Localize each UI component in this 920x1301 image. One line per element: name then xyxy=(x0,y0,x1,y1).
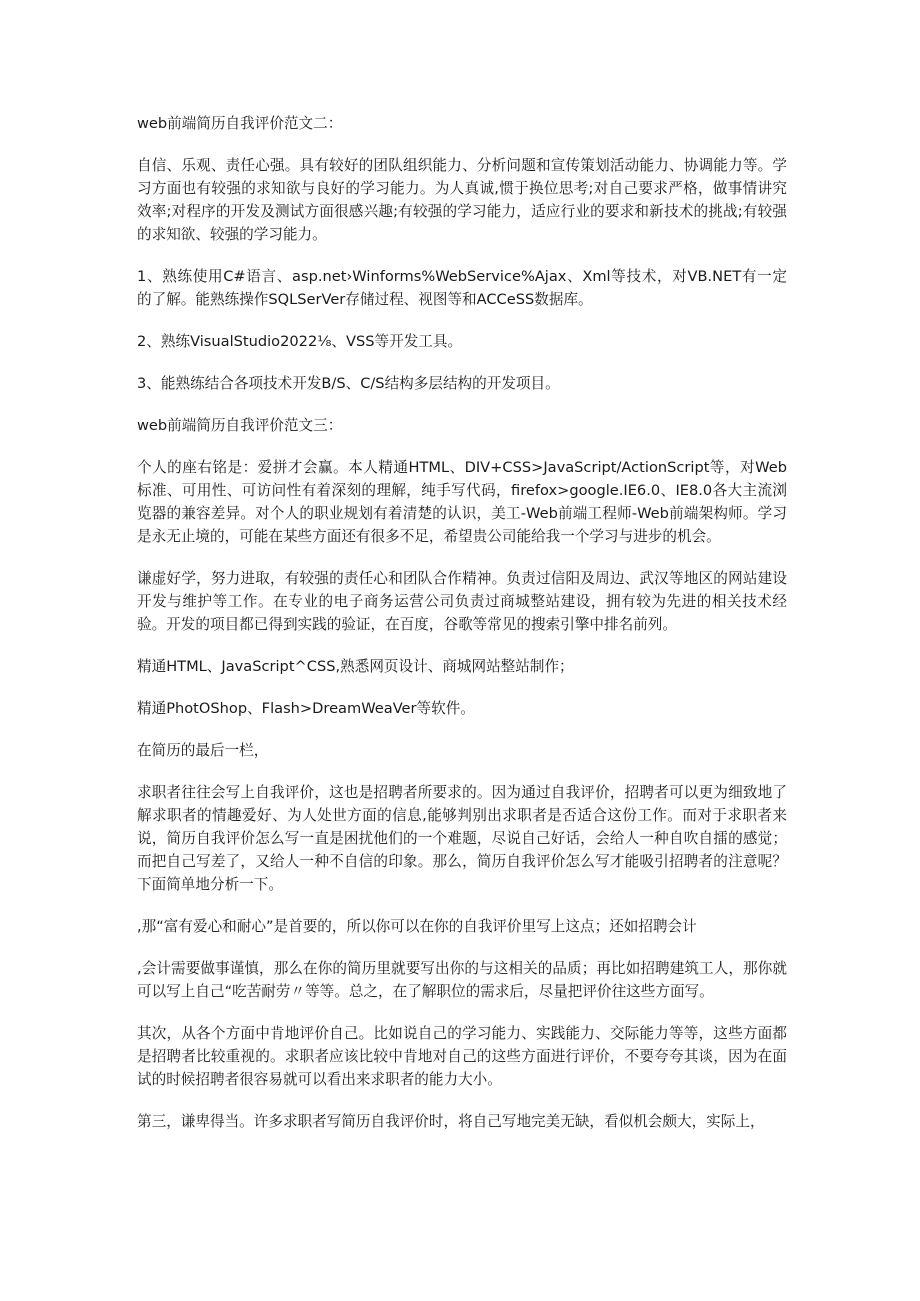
list-item-2: 2、熟练VisualStudio2022⅛、VSS等开发工具。 xyxy=(137,333,463,350)
paragraph: ,那“富有爱心和耐心”是首要的，所以你可以在你的自我评价里写上这点；还如招聘会计 xyxy=(137,918,697,935)
paragraph: 精通PhotOShop、Flash>DreamWeaVer等软件。 xyxy=(137,700,475,717)
paragraph: 个人的座右铭是：爱拼才会赢。本人精通HTML、DIV+CSS>JavaScript/ActionScript等，对Web标准、可用性、可访问性有着深刻的理解，纯手写代码，firefox>google.IE6.0、IE8.0各大主流浏览器的兼容差异。对个人的职业规划有着清楚的认识，美工-Web前端工程师-Web前端架构师。学习是永无止境的，可能在某些方面还有很多不足，希望贵公司能给我一个学习与进步的机会。 xyxy=(137,459,787,545)
paragraph: 第三，谦卑得当。许多求职者写简历自我评价时，将自己写地完美无缺，看似机会颇大，实际上， xyxy=(137,1113,765,1130)
paragraph: 自信、乐观、责任心强。具有较好的团队组织能力、分析问题和宣传策划活动能力、协调能力等。学习方面也有较强的求知欲与良好的学习能力。为人真诚,惯于换位思考;对自己要求严格，做事情讲究效率;对程序的开发及测试方面很感兴趣;有较强的学习能力，适应行业的要求和新技术的挑战;有较强的求知欲、较强的学习能力。 xyxy=(137,157,787,243)
paragraph: 求职者往往会写上自我评价，这也是招聘者所要求的。因为通过自我评价，招聘者可以更为细致地了解求职者的情趣爱好、为人处世方面的信息,能够判别出求职者是否适合这份工作。而对于求职者来说，简历自我评价怎么写一直是困扰他们的一个难题，尽说自己好话，会给人一种自吹自擂的感觉；而把自己写差了，又给人一种不自信的印象。那么，简历自我评价怎么写才能吸引招聘者的注意呢？下面简单地分析一下。 xyxy=(137,784,787,893)
section-heading-2: web前端简历自我评价范文二： xyxy=(137,115,343,132)
paragraph: 其次，从各个方面中肯地评价自己。比如说自己的学习能力、实践能力、交际能力等等，这些方面都是招聘者比较重视的。求职者应该比较中肯地对自己的这些方面进行评价，不要夸夸其谈，因为在面试的时候招聘者很容易就可以看出来求职者的能力大小。 xyxy=(137,1025,787,1088)
document-body xyxy=(137,112,787,1152)
section-heading-3: web前端简历自我评价范文三： xyxy=(137,417,343,434)
paragraph: 精通HTML、JavaScript^CSS,熟悉网页设计、商城网站整站制作； xyxy=(137,658,574,675)
list-item-3: 3、能熟练结合各项技术开发B/S、C/S结构多层结构的开发项目。 xyxy=(137,375,560,392)
paragraph: 谦虚好学，努力进取，有较强的责任心和团队合作精神。负责过信阳及周边、武汉等地区的网站建设开发与维护等工作。在专业的电子商务运营公司负责过商城整站建设，拥有较为先进的相关技术经验。开发的项目都已得到实践的验证，在百度，谷歌等常见的搜索引擎中排名前列。 xyxy=(137,570,787,633)
list-item-1: 1、熟练使用C#语言、asp.net›Winforms%WebService%Ajax、Xml等技术，对VB.NET有一定的了解。能熟练操作SQLSerVer存储过程、视图等和ACCeSS数据库。 xyxy=(137,268,787,308)
paragraph: 在简历的最后一栏， xyxy=(137,742,269,759)
paragraph: ,会计需要做事谨慎，那么在你的简历里就要写出你的与这相关的品质；再比如招聘建筑工人，那你就可以写上自己“吃苦耐劳〃等等。总之，在了解职位的需求后，尽量把评价往这些方面写。 xyxy=(137,960,787,1000)
